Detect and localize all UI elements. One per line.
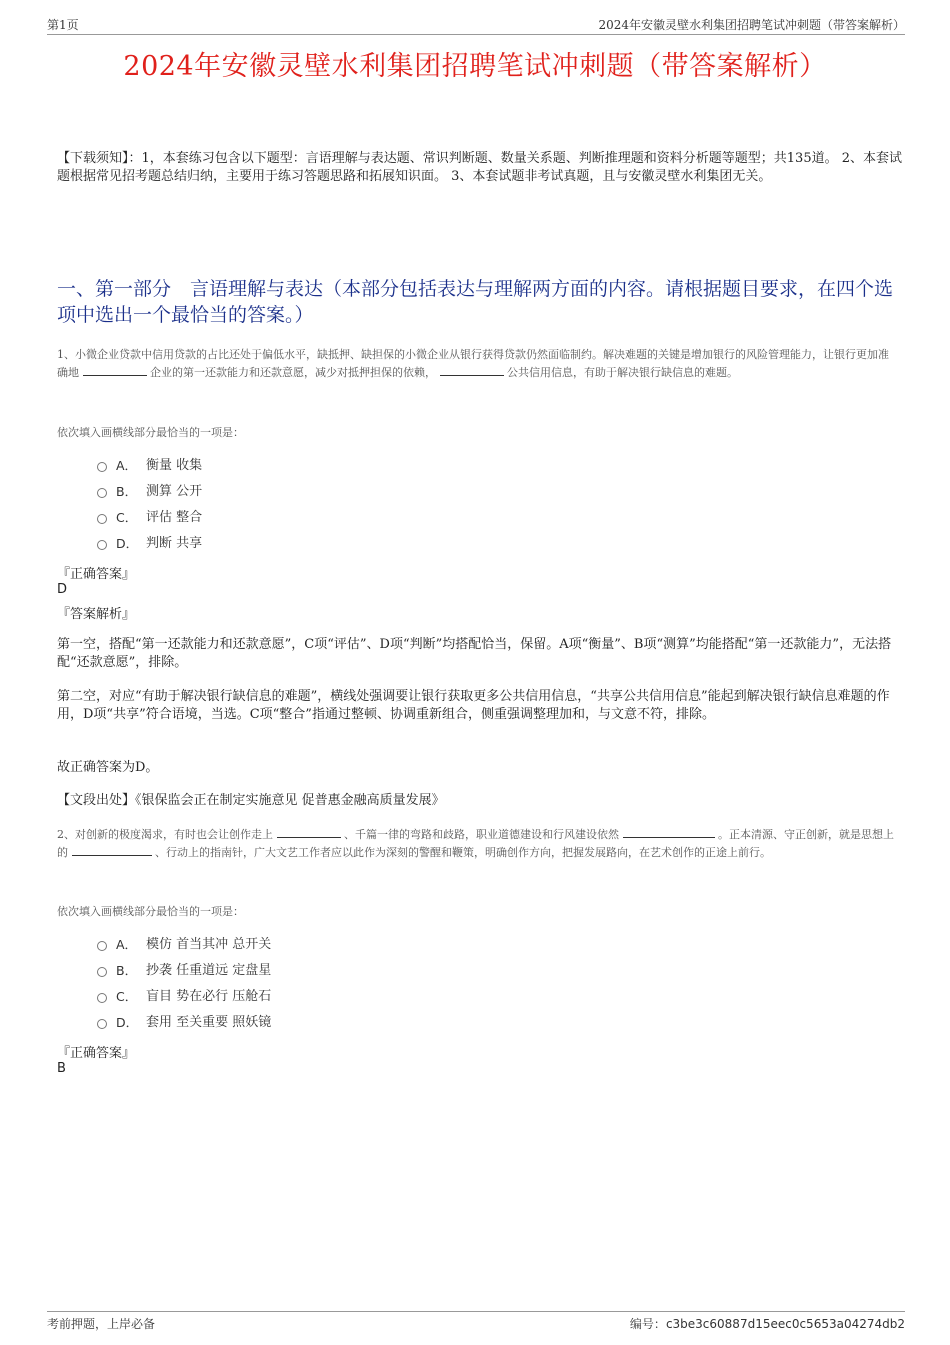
question-2-options: [97, 932, 271, 1036]
code-label: 编号：: [629, 1317, 666, 1331]
option-text: 盲目 势在必行 压舱石: [146, 989, 272, 1004]
question-1-text-a: 1、小微企业贷款中信用贷款的占比还处于偏低水平，缺抵押、缺担保的小微企业从银行获得贷款仍然面临制约。解决难题的关键是增加银行的风险管理能力，让银行更加准确地: [57, 348, 889, 379]
section-heading: 一、第一部分 言语理解与表达（本部分包括表达与理解两方面的内容。请根据题目要求，在四个选项中选出一个最恰当的答案。）: [57, 278, 894, 326]
correct-answer-label: 『正确答案』: [57, 567, 136, 582]
option-letter: D．: [116, 1015, 139, 1030]
fill-blank: [83, 365, 147, 376]
option-text: 抄袭 任重道远 定盘星: [146, 963, 272, 978]
radio-circle-icon[interactable]: [97, 540, 107, 550]
option-a[interactable]: [97, 932, 271, 958]
analysis-paragraph-1: 第一空，搭配“第一还款能力和还款意愿”，C项“评估”、D项“判断”均搭配恰当，保留。A项“衡量”、B项“测算”均能搭配“第一还款能力”，无法搭配“还款意愿”，排除。: [57, 637, 892, 670]
option-letter: A．: [116, 937, 138, 952]
option-d[interactable]: [97, 1010, 271, 1036]
radio-circle-icon[interactable]: [97, 1019, 107, 1029]
question-1-prompt: 依次填入画横线部分最恰当的一项是：: [57, 426, 244, 439]
question-1-text-b: 企业的第一还款能力和还款意愿，减少对抵押担保的依赖，: [150, 365, 436, 379]
question-2-text-c: 。正本清源、守正创新，就是思想上的: [57, 828, 894, 859]
option-text: 模仿 首当其冲 总开关: [146, 937, 272, 952]
option-letter: D．: [116, 536, 139, 551]
fill-blank: [277, 827, 341, 838]
question-2-text-a: 2、对创新的极度渴求，有时也会让创作走上: [57, 828, 273, 841]
fill-blank: [623, 827, 715, 838]
option-letter: B．: [116, 484, 138, 499]
fill-blank: [440, 365, 504, 376]
option-b[interactable]: [97, 958, 271, 984]
option-text: 衡量 收集: [146, 458, 203, 473]
question-1-text-c: 公共信用信息，有助于解决银行缺信息的难题。: [507, 365, 738, 379]
option-c[interactable]: [97, 505, 202, 531]
analysis-conclusion: 故正确答案为D。: [57, 760, 159, 775]
option-c[interactable]: [97, 984, 271, 1010]
page-number: 第1页: [47, 18, 79, 32]
analysis-label: 『答案解析』: [57, 607, 136, 622]
radio-circle-icon[interactable]: [97, 488, 107, 498]
option-text: 测算 公开: [146, 484, 203, 499]
radio-circle-icon[interactable]: [97, 941, 107, 951]
footer-slogan: 考前押题，上岸必备: [47, 1317, 156, 1331]
code-value: c3be3c60887d15eec0c5653a04274db2: [665, 1317, 905, 1331]
radio-circle-icon[interactable]: [97, 967, 107, 977]
page-footer: [47, 1311, 905, 1332]
option-a[interactable]: [97, 453, 202, 479]
correct-answer: B: [57, 1061, 66, 1076]
page-header: [47, 14, 905, 35]
question-1-options: [97, 453, 202, 557]
option-b[interactable]: [97, 479, 202, 505]
correct-answer: D: [57, 582, 68, 597]
option-text: 套用 至关重要 照妖镜: [146, 1015, 272, 1030]
document-code: [630, 1315, 905, 1332]
document-title: 2024年安徽灵壁水利集团招聘笔试冲刺题（带答案解析）: [123, 51, 827, 82]
option-letter: A．: [116, 458, 138, 473]
option-letter: C．: [116, 989, 138, 1004]
option-d[interactable]: [97, 531, 202, 557]
fill-blank: [72, 845, 152, 856]
download-notice: 【下载须知】：1，本套练习包含以下题型：言语理解与表达题、常识判断题、数量关系题、判断推理题和资料分析题等题型；共135道。 2、本套试题根据常见招考题总结归纳，主要用于练习答题思路和拓展知识面。 3、本套试题非考试真题，且与安徽灵壁水利集团无关。: [57, 151, 902, 184]
correct-answer-label: 『正确答案』: [57, 1046, 136, 1061]
option-text: 评估 整合: [146, 510, 203, 525]
running-title: 2024年安徽灵壁水利集团招聘笔试冲刺题（带答案解析）: [598, 18, 905, 32]
question-1-stem: [57, 346, 897, 381]
radio-circle-icon[interactable]: [97, 462, 107, 472]
question-2-text-b: 、千篇一律的弯路和歧路，职业道德建设和行风建设依然: [344, 828, 619, 841]
option-letter: B．: [116, 963, 138, 978]
analysis-paragraph-2: 第二空，对应“有助于解决银行缺信息的难题”，横线处强调要让银行获取更多公共信用信息，“共享公共信用信息”能起到解决银行缺信息难题的作用，D项“共享”符合语境，当选。C项“整合”指通过整顿、协调重新组合，侧重强调整理加和，与文意不符，排除。: [57, 689, 890, 722]
passage-source: 【文段出处】《银保监会正在制定实施意见 促普惠金融高质量发展》: [57, 793, 445, 808]
option-text: 判断 共享: [146, 536, 203, 551]
question-2-stem: [57, 826, 897, 861]
question-2-prompt: 依次填入画横线部分最恰当的一项是：: [57, 905, 244, 918]
radio-circle-icon[interactable]: [97, 514, 107, 524]
question-2-text-d: 、行动上的指南针，广大文艺工作者应以此作为深刻的警醒和鞭策，明确创作方向，把握发展路向，在艺术创作的正途上前行。: [155, 845, 771, 859]
option-letter: C．: [116, 510, 138, 525]
radio-circle-icon[interactable]: [97, 993, 107, 1003]
